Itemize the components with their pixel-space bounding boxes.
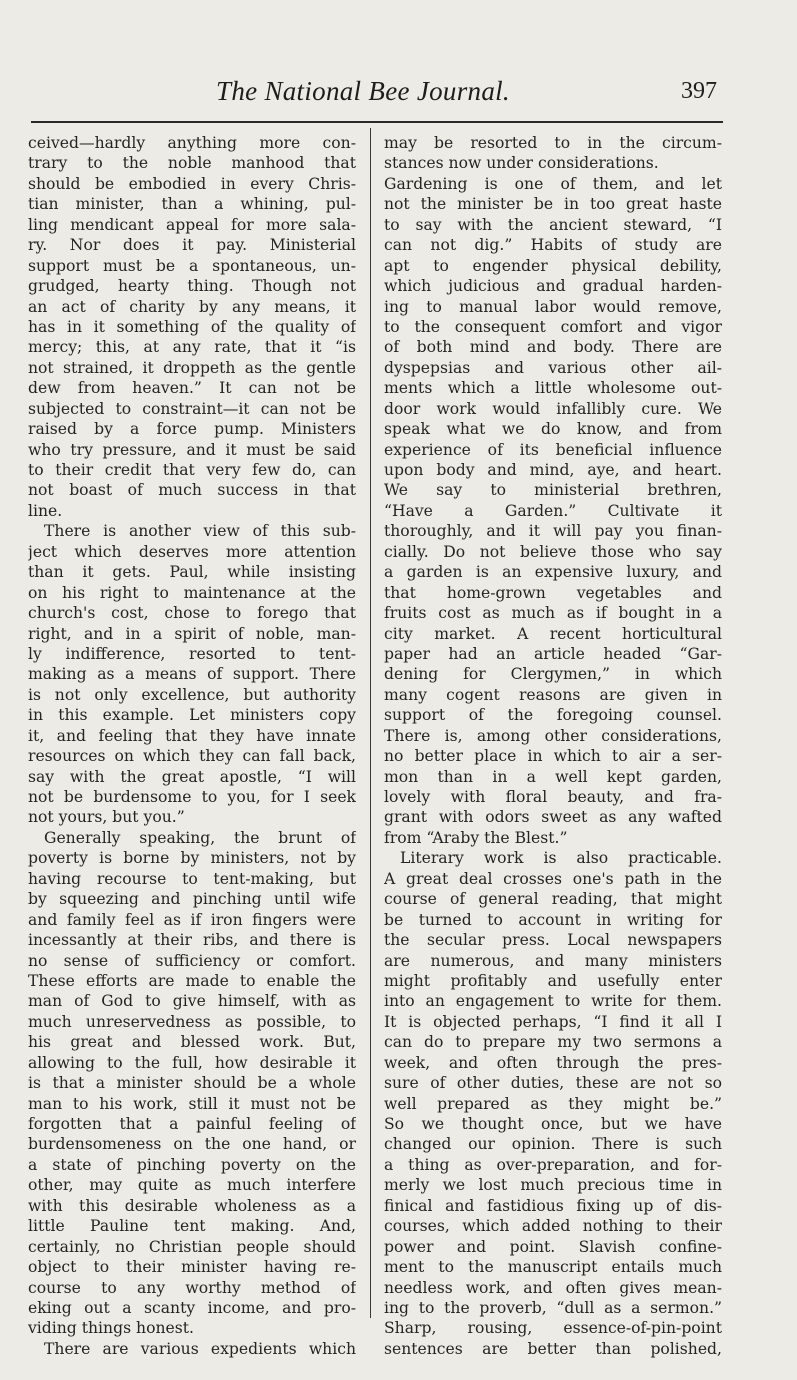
text-line: ry. Nor does it pay. Ministerial bbox=[28, 236, 356, 255]
text-line: needless work, and often gives mean- bbox=[384, 1278, 722, 1297]
text-line: thoroughly, and it will pay you finan- bbox=[384, 522, 722, 541]
text-line: dew from heaven.” It can not be bbox=[28, 379, 356, 398]
text-line: mon than in a well kept garden, bbox=[384, 767, 722, 786]
column-divider bbox=[370, 128, 371, 1318]
header-rule bbox=[31, 121, 723, 123]
text-line: Sharp, rousing, essence-of-pin-point bbox=[384, 1319, 722, 1338]
text-line: dening for Clergymen,” in which bbox=[384, 665, 722, 684]
text-line: allowing to the full, how desirable it bbox=[28, 1053, 356, 1072]
text-line: from “Araby the Blest.” bbox=[384, 828, 568, 847]
text-line: upon body and mind, aye, and heart. bbox=[384, 461, 722, 479]
text-line: man of God to give himself, with as bbox=[28, 992, 356, 1011]
text-line: finical and fastidious fixing up of dis- bbox=[384, 1196, 722, 1215]
text-line: into an engagement to write for them. bbox=[384, 992, 722, 1011]
text-line: ment to the manuscript entails much bbox=[384, 1258, 722, 1277]
text-line: Gardening is one of them, and let bbox=[384, 174, 722, 193]
text-line: is not only excellence, but authority bbox=[28, 685, 356, 704]
text-line: There is another view of this sub- bbox=[44, 522, 356, 541]
text-line: other, may quite as much interfere bbox=[28, 1176, 356, 1195]
text-line: to their credit that very few do, can bbox=[28, 461, 356, 479]
text-line: little Pauline tent making. And, bbox=[28, 1217, 356, 1236]
text-line: has in it something of the quality of bbox=[28, 317, 356, 336]
text-line: incessantly at their ribs, and there is bbox=[28, 931, 356, 950]
text-line: not be burdensome to you, for I seek bbox=[28, 788, 356, 806]
text-line: door work would infallibly cure. We bbox=[384, 399, 722, 418]
text-line: These efforts are made to enable the bbox=[28, 971, 356, 990]
text-line: than it gets. Paul, while insisting bbox=[28, 563, 356, 582]
text-line: well prepared as they might be.” bbox=[384, 1094, 722, 1113]
text-line: tian minister, than a whining, pul- bbox=[28, 195, 356, 214]
text-line: say with the great apostle, “I will bbox=[28, 767, 356, 786]
text-line: who try pressure, and it must be said bbox=[28, 440, 356, 459]
text-line: ceived—hardly anything more con- bbox=[28, 134, 356, 152]
text-line: week, and often through the pres- bbox=[384, 1053, 722, 1072]
text-line: a state of pinching poverty on the bbox=[28, 1155, 356, 1174]
text-line: it, and feeling that they have innate bbox=[28, 726, 356, 745]
text-line: support must be a spontaneous, un- bbox=[28, 256, 356, 275]
text-line: much unreservedness as possible, to bbox=[28, 1012, 356, 1031]
text-line: city market. A recent horticultural bbox=[384, 624, 722, 643]
text-line: power and point. Slavish confine- bbox=[384, 1237, 722, 1256]
text-line: We say to ministerial brethren, bbox=[384, 481, 722, 500]
text-line: Literary work is also practicable. bbox=[400, 849, 722, 868]
text-line: to the consequent comfort and vigor bbox=[384, 317, 722, 336]
text-line: viding things honest. bbox=[28, 1319, 194, 1338]
text-line: experience of its beneficial influence bbox=[384, 440, 722, 459]
text-line: ly indifference, resorted to tent- bbox=[28, 644, 356, 663]
text-line: “Have a Garden.” Cultivate it bbox=[384, 501, 722, 520]
text-line: not strained, it droppeth as the gentle bbox=[28, 358, 356, 377]
text-line: fruits cost as much as if bought in a bbox=[384, 604, 722, 623]
text-line: a thing as over-preparation, and for- bbox=[384, 1155, 722, 1174]
text-line: ing to manual labor would remove, bbox=[384, 297, 722, 316]
text-line: It is objected perhaps, “I find it all I bbox=[384, 1012, 722, 1031]
text-line: subjected to constraint—it can not be bbox=[28, 399, 356, 418]
text-line: resources on which they can fall back, bbox=[28, 747, 356, 766]
text-line: right, and in a spirit of noble, man- bbox=[28, 624, 356, 643]
text-line: which judicious and gradual harden- bbox=[384, 277, 722, 296]
text-line: dyspepsias and various other ail- bbox=[384, 358, 722, 377]
text-line: sure of other duties, these are not so bbox=[384, 1074, 722, 1093]
text-line: his great and blessed work. But, bbox=[28, 1033, 356, 1052]
text-line: A great deal crosses one's path in the bbox=[384, 869, 722, 888]
text-line: burdensomeness on the one hand, or bbox=[28, 1135, 356, 1154]
text-line: object to their minister having re- bbox=[28, 1258, 356, 1277]
text-line: So we thought once, but we have bbox=[384, 1115, 722, 1133]
text-line: not the minister be in too great haste bbox=[384, 195, 722, 214]
text-line: ing to the proverb, “dull as a sermon.” bbox=[384, 1298, 722, 1317]
text-line: line. bbox=[28, 501, 63, 520]
text-line: not boast of much success in that bbox=[28, 481, 356, 500]
text-line: apt to engender physical debility, bbox=[384, 256, 722, 275]
text-line: course to any worthy method of bbox=[28, 1278, 356, 1297]
text-line: merly we lost much precious time in bbox=[384, 1176, 722, 1195]
text-line: There is, among other considerations, bbox=[384, 726, 722, 745]
text-line: by squeezing and pinching until wife bbox=[28, 890, 356, 909]
text-line: support of the foregoing counsel. bbox=[384, 706, 722, 725]
text-line: no sense of sufficiency or comfort. bbox=[28, 951, 356, 970]
journal-title: The National Bee Journal. bbox=[216, 76, 510, 106]
text-line: ments which a little wholesome out- bbox=[384, 379, 722, 398]
text-line: course of general reading, that might bbox=[384, 890, 722, 909]
text-line: church's cost, chose to forego that bbox=[28, 604, 356, 623]
text-line: certainly, no Christian people should bbox=[28, 1237, 356, 1256]
text-line: and family feel as if iron fingers were bbox=[28, 910, 356, 929]
text-line: having recourse to tent-making, but bbox=[28, 869, 356, 888]
text-line: sentences are better than polished, bbox=[384, 1339, 722, 1358]
left-column bbox=[28, 133, 356, 1359]
text-line: mercy; this, at any rate, that it “is bbox=[28, 338, 356, 357]
text-line: can not dig.” Habits of study are bbox=[384, 236, 722, 255]
text-line: changed our opinion. There is such bbox=[384, 1135, 722, 1154]
text-line: not yours, but you.” bbox=[28, 808, 185, 827]
text-line: are numerous, and many ministers bbox=[384, 951, 722, 970]
text-line: the secular press. Local newspapers bbox=[384, 931, 722, 950]
text-line: that home-grown vegetables and bbox=[384, 583, 722, 602]
page-number: 397 bbox=[681, 78, 717, 104]
text-line: ject which deserves more attention bbox=[28, 542, 356, 561]
text-line: trary to the noble manhood that bbox=[28, 154, 356, 173]
text-line: ling mendicant appeal for more sala- bbox=[28, 215, 356, 234]
text-line: might profitably and usefully enter bbox=[384, 971, 722, 990]
text-line: on his right to maintenance at the bbox=[28, 583, 356, 602]
text-line: an act of charity by any means, it bbox=[28, 297, 356, 316]
text-line: to say with the ancient steward, “I bbox=[384, 215, 722, 234]
text-line: Generally speaking, the brunt of bbox=[44, 828, 356, 847]
text-line: many cogent reasons are given in bbox=[384, 685, 722, 704]
text-line: forgotten that a painful feeling of bbox=[28, 1115, 356, 1133]
text-line: of both mind and body. There are bbox=[384, 338, 722, 357]
text-line: may be resorted to in the circum- bbox=[384, 134, 722, 152]
text-line: cially. Do not believe those who say bbox=[384, 542, 722, 561]
text-line: with this desirable wholeness as a bbox=[28, 1196, 356, 1215]
text-line: a garden is an expensive luxury, and bbox=[384, 563, 722, 582]
text-line: be turned to account in writing for bbox=[384, 910, 722, 929]
text-line: no better place in which to air a ser- bbox=[384, 747, 722, 766]
text-line: raised by a force pump. Ministers bbox=[28, 420, 356, 439]
text-line: making as a means of support. There bbox=[28, 665, 356, 684]
text-line: grudged, hearty thing. Though not bbox=[28, 277, 356, 296]
text-line: speak what we do know, and from bbox=[384, 420, 722, 439]
text-line: courses, which added nothing to their bbox=[384, 1217, 722, 1236]
text-line: can do to prepare my two sermons a bbox=[384, 1033, 722, 1052]
right-column bbox=[384, 133, 722, 1359]
text-line: eking out a scanty income, and pro- bbox=[28, 1298, 356, 1317]
text-line: should be embodied in every Chris- bbox=[28, 174, 356, 193]
text-line: is that a minister should be a whole bbox=[28, 1074, 356, 1093]
text-line: stances now under considerations. bbox=[384, 154, 659, 173]
text-line: grant with odors sweet as any wafted bbox=[384, 808, 722, 827]
text-line: There are various expedients which bbox=[44, 1339, 356, 1358]
text-line: paper had an article headed “Gar- bbox=[384, 644, 722, 663]
text-line: lovely with floral beauty, and fra- bbox=[384, 788, 722, 806]
text-line: poverty is borne by ministers, not by bbox=[28, 849, 356, 868]
text-line: man to his work, still it must not be bbox=[28, 1094, 356, 1113]
text-line: in this example. Let ministers copy bbox=[28, 706, 356, 725]
